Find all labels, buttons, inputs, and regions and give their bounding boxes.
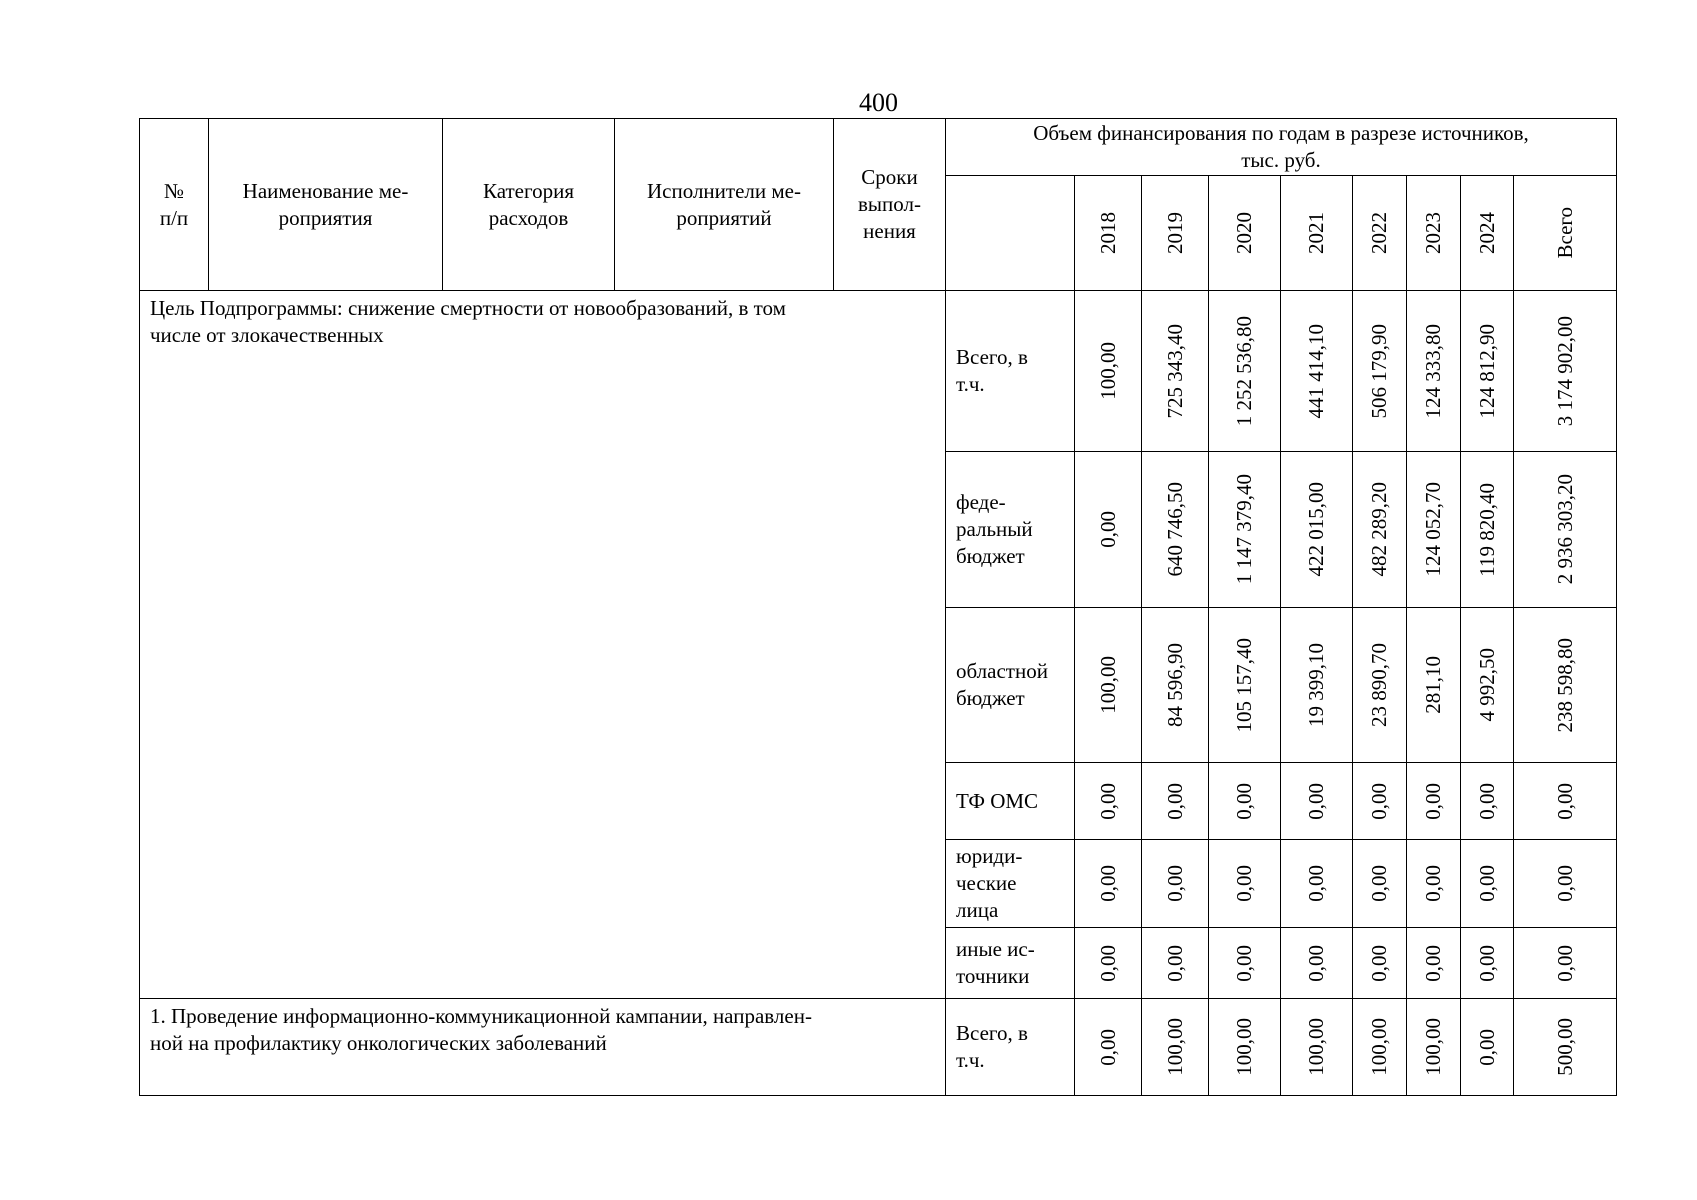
header-total: Всего <box>1514 176 1617 291</box>
header-event-name: Наименование ме- роприятия <box>209 119 443 291</box>
value-cell: 100,00 <box>1353 999 1407 1096</box>
value-cell: 100,00 <box>1142 999 1209 1096</box>
header-year: 2023 <box>1407 176 1461 291</box>
funding-source: иные ис- точники <box>946 928 1075 999</box>
value-cell: 0,00 <box>1209 928 1281 999</box>
value-cell: 482 289,20 <box>1353 452 1407 608</box>
value-cell: 100,00 <box>1075 608 1142 763</box>
funding-source: юриди- ческие лица <box>946 840 1075 928</box>
value-cell: 0,00 <box>1209 840 1281 928</box>
value-cell: 0,00 <box>1353 763 1407 840</box>
value-cell: 0,00 <box>1075 999 1142 1096</box>
value-cell: 1 252 536,80 <box>1209 291 1281 452</box>
value-cell: 0,00 <box>1281 763 1353 840</box>
value-cell: 281,10 <box>1407 608 1461 763</box>
value-cell: 0,00 <box>1407 928 1461 999</box>
value-cell: 0,00 <box>1514 928 1617 999</box>
funding-source: Всего, в т.ч. <box>946 999 1075 1096</box>
value-cell: 0,00 <box>1075 928 1142 999</box>
funding-source: феде- ральный бюджет <box>946 452 1075 608</box>
value-cell: 100,00 <box>1281 999 1353 1096</box>
value-cell: 238 598,80 <box>1514 608 1617 763</box>
header-row-1 <box>140 119 1617 176</box>
value-cell: 0,00 <box>1353 840 1407 928</box>
value-cell: 100,00 <box>1407 999 1461 1096</box>
header-terms: Сроки выпол- нения <box>834 119 946 291</box>
value-cell: 441 414,10 <box>1281 291 1353 452</box>
value-cell: 0,00 <box>1281 840 1353 928</box>
value-cell: 0,00 <box>1461 999 1514 1096</box>
goal-description: Цель Подпрограммы: снижение смертности от новообразований, в том числе от злокачественных <box>140 291 946 999</box>
value-cell: 0,00 <box>1461 840 1514 928</box>
funding-table <box>139 118 1617 1096</box>
value-cell: 0,00 <box>1461 928 1514 999</box>
header-year: 2024 <box>1461 176 1514 291</box>
funding-source: Всего, в т.ч. <box>946 291 1075 452</box>
value-cell: 23 890,70 <box>1353 608 1407 763</box>
value-cell: 0,00 <box>1407 763 1461 840</box>
value-cell: 0,00 <box>1142 928 1209 999</box>
header-year: 2021 <box>1281 176 1353 291</box>
value-cell: 0,00 <box>1353 928 1407 999</box>
value-cell: 0,00 <box>1514 763 1617 840</box>
header-category: Категория расходов <box>443 119 615 291</box>
activity-description: 1. Проведение информационно-коммуникационной кампании, направлен- ной на профилактику онкологических заболеваний <box>140 999 946 1096</box>
header-year: 2019 <box>1142 176 1209 291</box>
value-cell: 3 174 902,00 <box>1514 291 1617 452</box>
value-cell: 2 936 303,20 <box>1514 452 1617 608</box>
value-cell: 0,00 <box>1209 763 1281 840</box>
value-cell: 0,00 <box>1461 763 1514 840</box>
header-funding: Объем финансирования по годам в разрезе источников, тыс. руб. <box>946 119 1617 176</box>
value-cell: 0,00 <box>1407 840 1461 928</box>
header-executors: Исполнители ме- роприятий <box>615 119 834 291</box>
value-cell: 19 399,10 <box>1281 608 1353 763</box>
value-cell: 0,00 <box>1514 840 1617 928</box>
value-cell: 84 596,90 <box>1142 608 1209 763</box>
value-cell: 1 147 379,40 <box>1209 452 1281 608</box>
header-year: 2018 <box>1075 176 1142 291</box>
header-year: 2020 <box>1209 176 1281 291</box>
table-row <box>140 291 1617 452</box>
value-cell: 0,00 <box>1075 452 1142 608</box>
value-cell: 640 746,50 <box>1142 452 1209 608</box>
value-cell: 100,00 <box>1075 291 1142 452</box>
value-cell: 4 992,50 <box>1461 608 1514 763</box>
table-row <box>140 999 1617 1096</box>
value-cell: 119 820,40 <box>1461 452 1514 608</box>
value-cell: 124 052,70 <box>1407 452 1461 608</box>
value-cell: 124 812,90 <box>1461 291 1514 452</box>
funding-source: ТФ ОМС <box>946 763 1075 840</box>
value-cell: 500,00 <box>1514 999 1617 1096</box>
value-cell: 0,00 <box>1075 763 1142 840</box>
page-number: 400 <box>859 88 898 117</box>
value-cell: 100,00 <box>1209 999 1281 1096</box>
value-cell: 124 333,80 <box>1407 291 1461 452</box>
value-cell: 422 015,00 <box>1281 452 1353 608</box>
value-cell: 0,00 <box>1075 840 1142 928</box>
header-num: № п/п <box>140 119 209 291</box>
funding-source: областной бюджет <box>946 608 1075 763</box>
value-cell: 725 343,40 <box>1142 291 1209 452</box>
header-source-blank <box>946 176 1075 291</box>
value-cell: 0,00 <box>1142 763 1209 840</box>
value-cell: 506 179,90 <box>1353 291 1407 452</box>
header-year: 2022 <box>1353 176 1407 291</box>
value-cell: 0,00 <box>1142 840 1209 928</box>
value-cell: 105 157,40 <box>1209 608 1281 763</box>
value-cell: 0,00 <box>1281 928 1353 999</box>
